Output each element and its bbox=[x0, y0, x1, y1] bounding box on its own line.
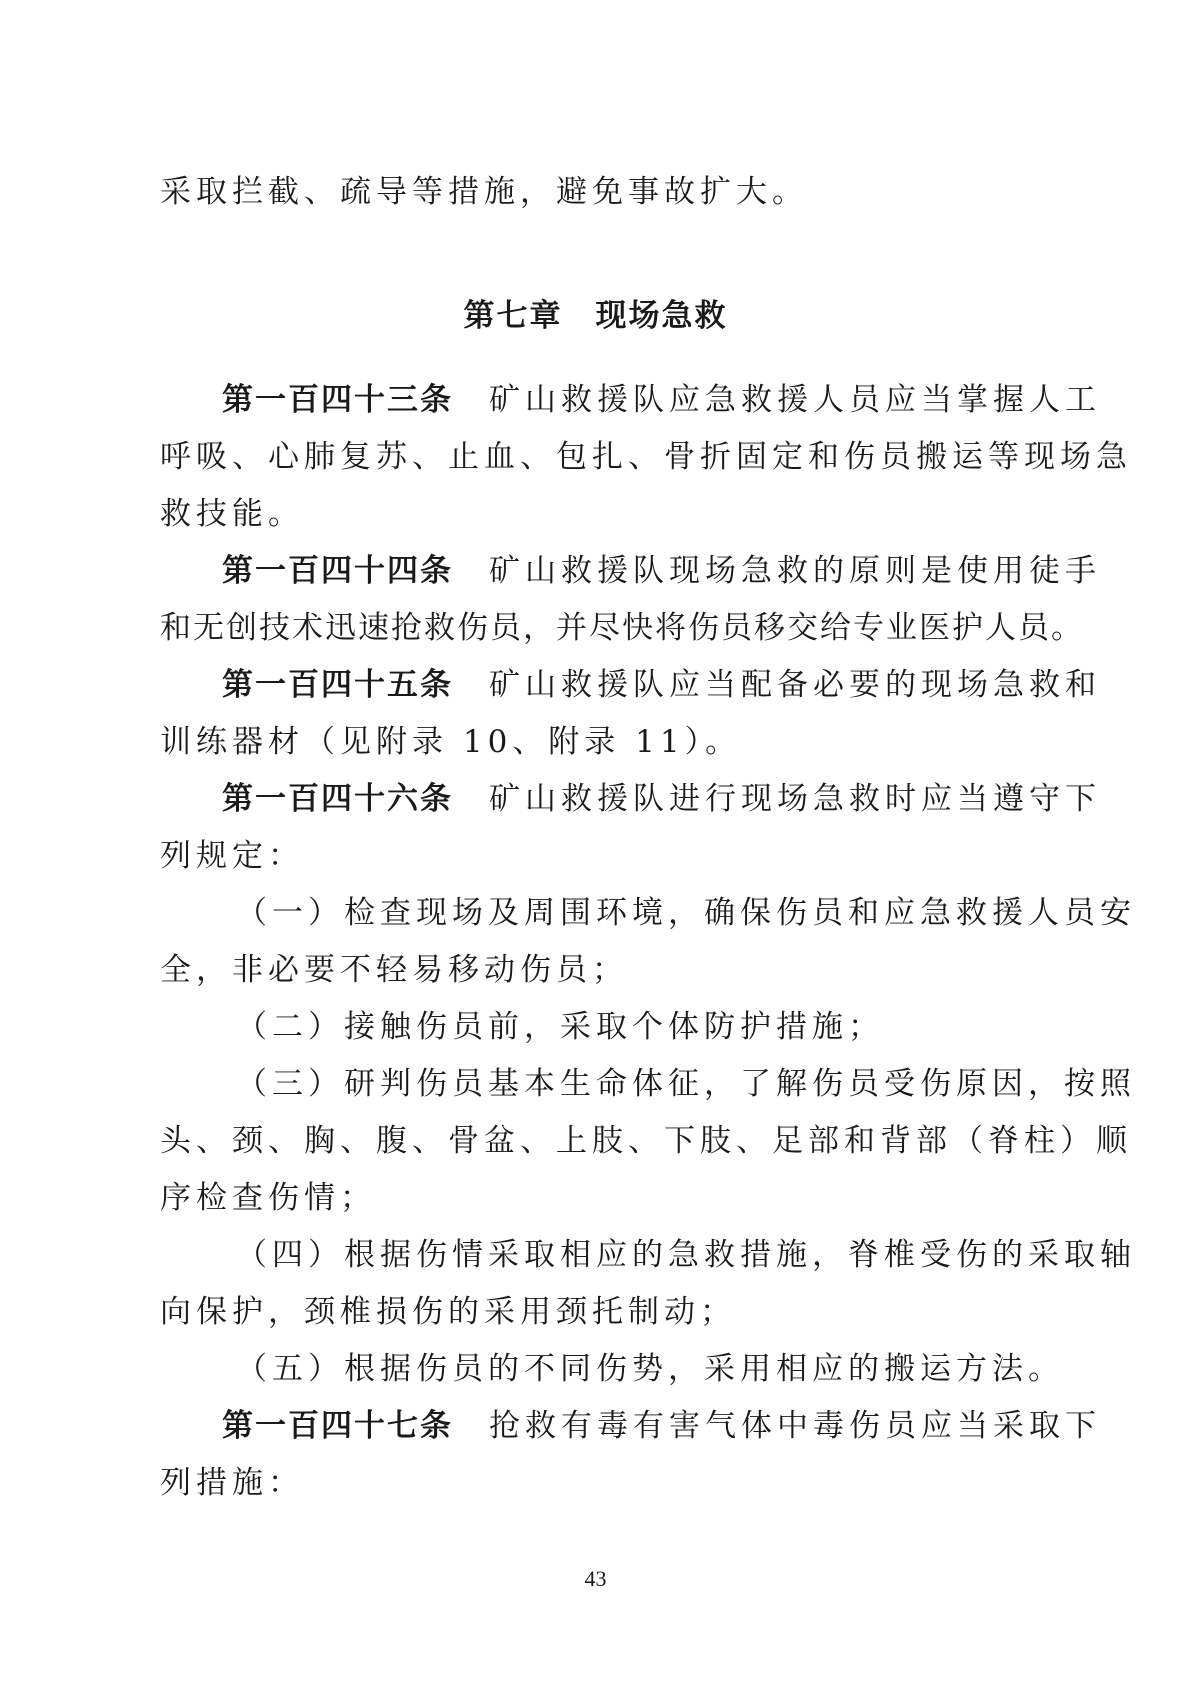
paragraph-line: 采取拦截、疏导等措施，避免事故扩大。 bbox=[160, 174, 808, 210]
list-item-first-line: （五）根据伤员的不同伤势，采用相应的搬运方法。 bbox=[236, 1351, 1064, 1387]
continuation-paragraph bbox=[160, 164, 1040, 221]
article-first-line bbox=[160, 771, 1101, 828]
body-text bbox=[160, 372, 1136, 1512]
article-first-line bbox=[160, 543, 1101, 600]
list-item-first-line: （四）根据伤情采取相应的急救措施，脊椎受伤的采取轴 bbox=[236, 1237, 1136, 1273]
article-number: 第一百四十七条 bbox=[222, 1408, 453, 1444]
paragraph-line: 序检查伤情； bbox=[160, 1180, 376, 1216]
page-number: 43 bbox=[584, 1566, 607, 1591]
article-text: 矿山救援队应急救援人员应当掌握人工 bbox=[489, 382, 1101, 418]
paragraph-line: 训练器材（见附录 10、附录 11）。 bbox=[160, 724, 742, 760]
article-145 bbox=[160, 657, 1101, 771]
article-number: 第一百四十三条 bbox=[222, 382, 453, 418]
list-item-first-line: （三）研判伤员基本生命体征，了解伤员受伤原因，按照 bbox=[236, 1066, 1136, 1102]
article-first-line bbox=[160, 1398, 1101, 1455]
article-text: 抢救有毒有害气体中毒伤员应当采取下 bbox=[489, 1408, 1101, 1444]
article-number: 第一百四十五条 bbox=[222, 667, 453, 703]
paragraph-line: 列规定： bbox=[160, 838, 304, 874]
article-146 bbox=[160, 771, 1101, 885]
article-text: 矿山救援队应当配备必要的现场急救和 bbox=[489, 667, 1101, 703]
list-item bbox=[160, 999, 1040, 1056]
paragraph-line: 和无创技术迅速抢救伤员，并尽快将伤员移交给专业医护人员。 bbox=[160, 610, 1084, 646]
list-item bbox=[160, 1341, 1064, 1398]
article-number: 第一百四十四条 bbox=[222, 553, 453, 589]
paragraph-line: 呼吸、心肺复苏、止血、包扎、骨折固定和伤员搬运等现场急 bbox=[160, 439, 1132, 475]
list-item bbox=[160, 1227, 1136, 1341]
paragraph-line: 头、颈、胸、腹、骨盆、上肢、下肢、足部和背部（脊柱）顺 bbox=[160, 1123, 1132, 1159]
paragraph-line: 列措施： bbox=[160, 1465, 304, 1501]
paragraph-line: 救技能。 bbox=[160, 496, 304, 532]
article-143 bbox=[160, 372, 1132, 543]
list-item bbox=[160, 885, 1136, 999]
list-item bbox=[160, 1056, 1136, 1227]
article-number: 第一百四十六条 bbox=[222, 781, 453, 817]
article-first-line bbox=[160, 372, 1101, 429]
article-text: 矿山救援队进行现场急救时应当遵守下 bbox=[489, 781, 1101, 817]
list-item-first-line: （二）接触伤员前，采取个体防护措施； bbox=[236, 1009, 884, 1045]
paragraph-line: 向保护，颈椎损伤的采用颈托制动； bbox=[160, 1294, 736, 1330]
article-text: 矿山救援队现场急救的原则是使用徒手 bbox=[489, 553, 1101, 589]
paragraph-line: 全，非必要不轻易移动伤员； bbox=[160, 952, 628, 988]
chapter-heading: 第七章 现场急救 bbox=[463, 298, 728, 334]
article-144 bbox=[160, 543, 1101, 657]
article-first-line bbox=[160, 657, 1101, 714]
article-147 bbox=[160, 1398, 1101, 1512]
list-item-first-line: （一）检查现场及周围环境，确保伤员和应急救援人员安 bbox=[236, 895, 1136, 931]
